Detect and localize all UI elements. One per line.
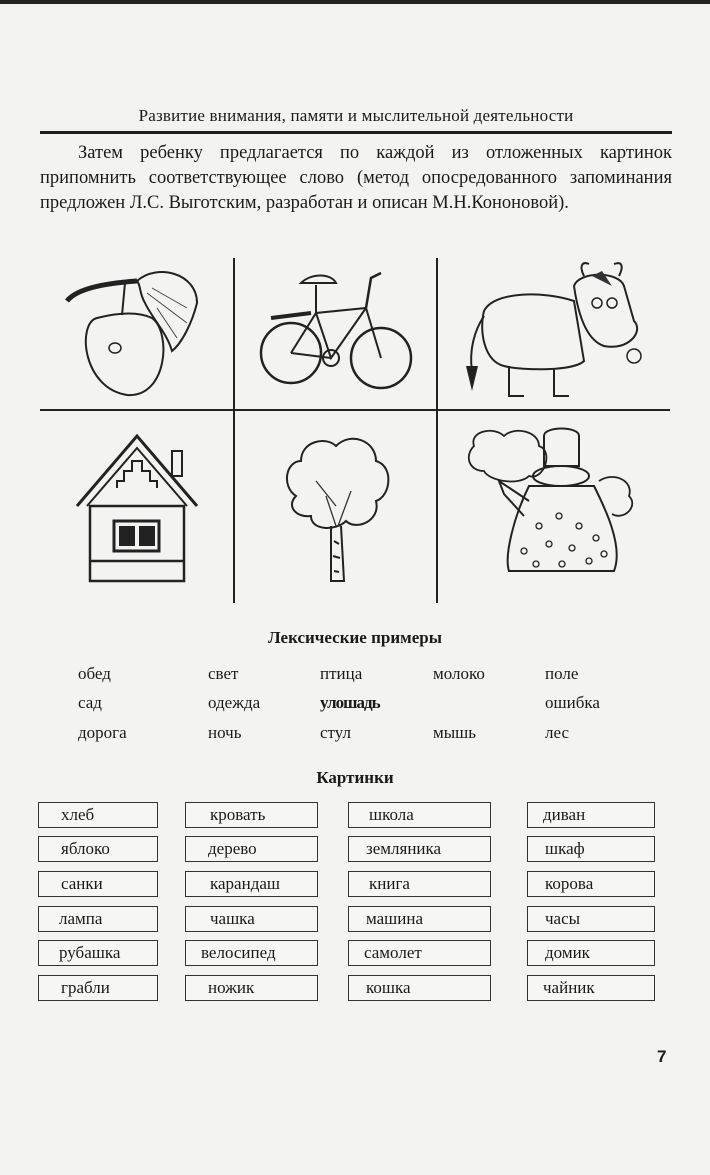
lexical-word: стул [320,723,351,742]
word-card [348,802,491,828]
bicycle-illustration [235,258,436,408]
word-card-label: самолет [364,943,422,962]
house-illustration [40,411,233,601]
word-card [527,940,655,966]
kettle-illustration [438,411,670,601]
word-card [185,802,318,828]
cow-illustration [438,258,670,408]
lexical-word: поле [545,664,579,683]
word-card [185,836,318,862]
word-card [38,940,158,966]
word-card [348,940,491,966]
lexical-word: ночь [208,723,242,742]
apple-icon [57,263,217,403]
word-card-label: чайник [543,978,595,997]
word-card [185,906,318,932]
word-card [185,975,318,1001]
word-card [185,940,318,966]
word-card [527,975,655,1001]
word-card-label: домик [545,943,590,962]
top-border [0,0,710,4]
word-card-label: грабли [61,978,110,997]
word-card-label: яблоко [61,839,110,858]
word-card-label: велосипед [201,943,276,962]
word-card-label: хлеб [61,805,95,824]
lexical-word: свет [208,664,239,683]
paragraph-text: Затем ребенку предлагается по каждой из отложенных картинок припомнить соответствующее слово (метод опосредованного запоминания предложен Л.С. Выготским, разработан и описан М.Н.Кононовой). [40,143,672,213]
word-card-label: чашка [210,909,255,928]
word-card-label: санки [61,874,103,893]
word-card [527,802,655,828]
lexical-title: Лексические примеры [268,628,442,647]
house-icon [72,426,202,586]
word-card-label: книга [369,874,410,893]
lexical-word: ошибка [545,693,600,712]
word-card-label: рубашка [59,943,121,962]
bicycle-icon [256,263,416,403]
lexical-word-overprinted: улошадь [320,693,380,712]
word-card [348,975,491,1001]
word-card-label: кошка [366,978,411,997]
pictures-title: Картинки [316,768,394,787]
word-card-label: машина [366,909,424,928]
tree-icon [276,426,396,586]
word-card-label: лампа [59,909,103,928]
header-rule [40,131,672,134]
apple-illustration [40,258,233,408]
lexical-word: обед [78,664,111,683]
picture-grid [40,258,670,603]
word-card-label: корова [545,874,594,893]
word-card [38,802,158,828]
word-card-label: шкаф [545,839,585,858]
word-card [348,906,491,932]
body-paragraph [40,141,672,216]
word-card [348,871,491,897]
word-card-label: земляника [366,839,442,858]
kettle-icon [464,426,644,586]
lexical-word: одежда [208,693,261,712]
tree-illustration [235,411,436,601]
lexical-word: дорога [78,723,127,742]
word-card-label: школа [369,805,414,824]
running-head: Развитие внимания, памяти и мыслительной деятельности [138,106,574,125]
lexical-word: мышь [433,723,477,742]
word-card-label: часы [545,909,581,928]
word-card [185,871,318,897]
word-card [38,975,158,1001]
cow-icon [454,261,654,406]
word-card [527,836,655,862]
lexical-word: птица [320,664,363,683]
lexical-word: молоко [433,664,485,683]
word-card-label: ножик [208,978,255,997]
lexical-word: лес [545,723,569,742]
lexical-word: сад [78,693,102,712]
word-card-label: диван [543,805,586,824]
word-card-label: карандаш [210,874,280,893]
word-card [38,836,158,862]
word-card-label: дерево [208,839,257,858]
word-card-label: кровать [210,805,266,824]
page-number: 7 [657,1047,667,1066]
word-card [348,836,491,862]
word-card [527,871,655,897]
word-card [38,871,158,897]
word-card [527,906,655,932]
word-card [38,906,158,932]
